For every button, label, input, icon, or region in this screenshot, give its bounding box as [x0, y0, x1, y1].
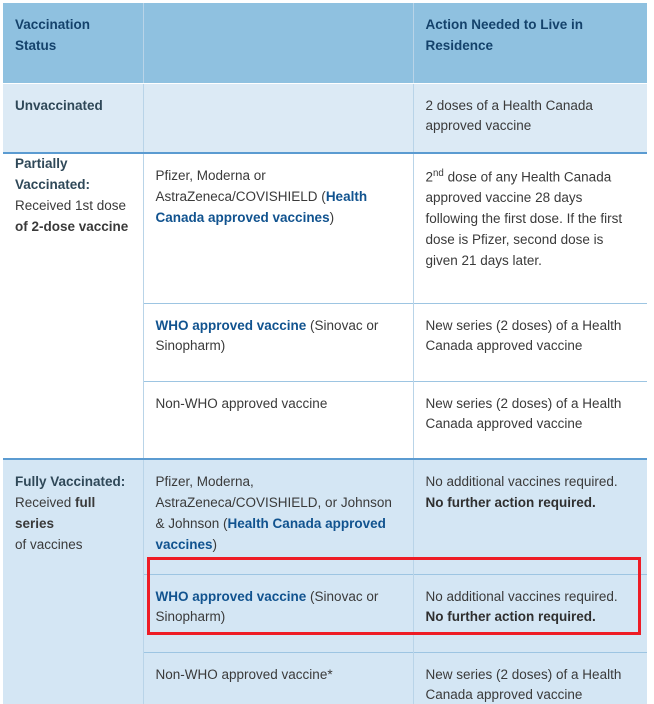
vaccine-text-plain-1: Non-WHO approved vaccine [155, 395, 328, 411]
vaccine-text-bold: Health Canada approved vaccines [155, 515, 386, 552]
vaccine-cell-full-hc-approved [143, 459, 413, 574]
vaccine-text-bold: Health Canada approved vaccines [155, 188, 368, 225]
status-cell-fully-vaccinated [3, 459, 143, 704]
vaccine-text-plain-2: (Sinovac or Sinopharm) [155, 317, 379, 354]
action-line-2: approved vaccine [425, 118, 532, 134]
vaccine-cell-unvaccinated-blank [143, 83, 413, 153]
action-cell-full-who-approved [413, 574, 647, 652]
vaccine-text-plain-2: ) [212, 536, 218, 552]
table-row-partially-vaccinated-1 [3, 153, 647, 303]
vaccine-text-plain-1: Non-WHO approved vaccine* [155, 666, 333, 682]
action-line-1: dose of any Health Canada approved vaccine 28 days following the first dose. If the first dose is Pfizer, second dose is given 21 days later. [425, 169, 623, 269]
vaccine-text-plain-2: ) [329, 209, 335, 225]
action-cell-unvaccinated [413, 83, 647, 153]
vaccine-text-plain-1: Pfizer, Moderna, AstraZeneca/COVISHIELD, or Johnson & Johnson ( [155, 474, 392, 531]
vaccine-cell-partial-who-approved [143, 303, 413, 381]
action-cell-full-non-who [413, 652, 647, 704]
action-line-1: 2 doses of a Health Canada [425, 97, 593, 113]
vaccine-cell-partial-hc-approved [143, 153, 413, 303]
table-row-unvaccinated [3, 83, 647, 153]
vaccine-text-bold: WHO approved vaccine [155, 317, 307, 333]
action-line-1: New series (2 doses) of a Health [425, 317, 622, 333]
action-prefix-number: 2 [425, 169, 434, 185]
column-header-middle-blank [143, 3, 413, 83]
vaccine-cell-full-who-approved [143, 574, 413, 652]
status-sub-received-full-series: Received full series [15, 494, 96, 531]
column-header-action-needed: Action Needed to Live in Residence [413, 3, 647, 83]
vaccine-text-plain-2: (Sinovac or Sinopharm) [155, 588, 379, 625]
status-sub-2-dose-vaccine: of 2-dose vaccine [15, 218, 129, 234]
vaccine-cell-partial-non-who [143, 381, 413, 459]
table-row-fully-vaccinated-1 [3, 459, 647, 574]
vaccination-requirements-table [3, 3, 647, 704]
column-header-vaccination-status: Vaccination Status [3, 3, 143, 83]
status-label-partially-vaccinated: Partially Vaccinated: [15, 156, 91, 192]
action-cell-partial-hc-approved [413, 153, 647, 303]
status-label-fully-vaccinated: Fully Vaccinated: [15, 474, 126, 489]
status-sub-full-series-bold: full series [15, 494, 96, 531]
status-sub-received-first-dose: Received 1st dose [15, 197, 127, 213]
action-prefix-suffix: nd [433, 168, 444, 179]
status-label-unvaccinated: Unvaccinated [3, 83, 143, 153]
status-cell-partially-vaccinated [3, 153, 143, 459]
action-line-2: Canada approved vaccine [425, 416, 583, 432]
vaccine-cell-full-non-who [143, 652, 413, 704]
action-cell-full-hc-approved [413, 459, 647, 574]
status-sub-of-vaccines: of vaccines [15, 536, 83, 552]
action-line-2: Canada approved vaccine [425, 338, 583, 354]
action-line-1: No additional vaccines required. [425, 474, 618, 489]
action-line-2: Canada approved vaccine [425, 687, 583, 703]
action-line-1: New series (2 doses) of a Health [425, 395, 622, 411]
action-line-bold: No further action required. [425, 609, 596, 625]
vaccine-text-bold: WHO approved vaccine [155, 588, 307, 604]
action-line-bold: No further action required. [425, 494, 596, 510]
action-cell-partial-non-who [413, 381, 647, 459]
vaccine-text-plain-1: Pfizer, Moderna or AstraZeneca/COVISHIELD ( [155, 168, 326, 204]
action-cell-partial-who-approved [413, 303, 647, 381]
action-line-1: No additional vaccines required. [425, 588, 618, 604]
action-line-1: New series (2 doses) of a Health [425, 666, 622, 682]
table-header-row [3, 3, 647, 83]
